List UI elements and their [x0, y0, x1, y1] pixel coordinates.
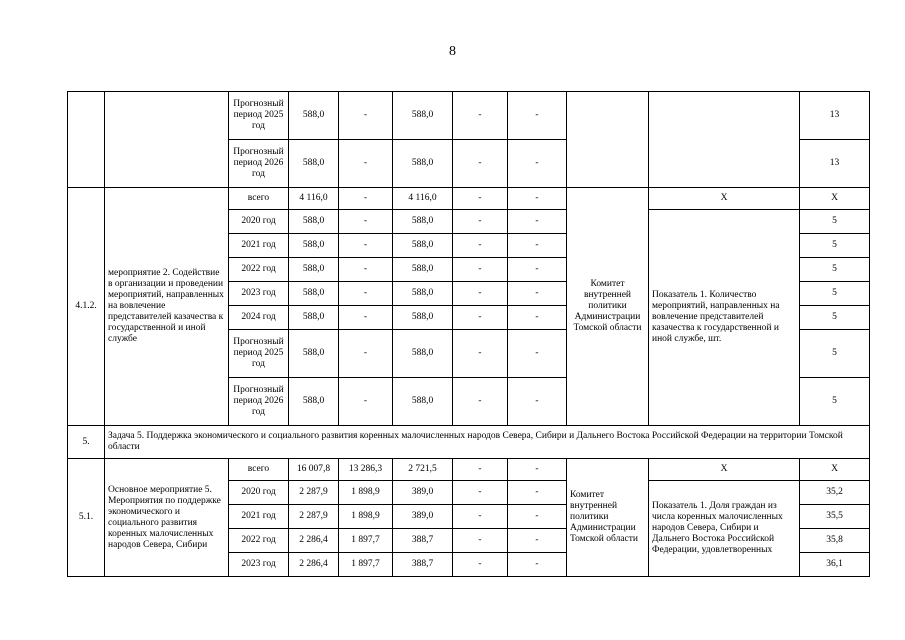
period-cell: 2024 год — [229, 306, 289, 330]
federal-cell: - — [339, 378, 393, 426]
extrabudget-cell: - — [508, 529, 567, 553]
extrabudget-cell: - — [508, 210, 567, 234]
indicator-value-cell: 5 — [800, 282, 870, 306]
total-cell: 588,0 — [289, 330, 339, 378]
period-cell: 2022 год — [229, 529, 289, 553]
total-cell: 588,0 — [289, 234, 339, 258]
local-cell: - — [453, 505, 508, 529]
period-cell: Прогнозный период 2026 год — [229, 378, 289, 426]
federal-cell: - — [339, 210, 393, 234]
extrabudget-cell: - — [508, 553, 567, 577]
total-cell: 588,0 — [289, 258, 339, 282]
federal-cell: 13 286,3 — [339, 459, 393, 481]
local-cell: - — [453, 529, 508, 553]
page-number: 8 — [449, 44, 456, 59]
indicator-value-cell: 5 — [800, 258, 870, 282]
indicator-value-cell: Х — [800, 188, 870, 210]
total-cell: 588,0 — [289, 210, 339, 234]
indicator-value-cell: Х — [800, 459, 870, 481]
extrabudget-cell: - — [508, 234, 567, 258]
total-cell: 588,0 — [289, 306, 339, 330]
executor-cell: Комитет внутренней политики Администрации Томской области — [567, 459, 649, 577]
period-cell: Прогнозный период 2025 год — [229, 92, 289, 140]
activity-name-cell: мероприятие 2. Содействие в организации и проведении мероприятий, направленных на вовлечение представителей казачества к государственной и иной службе — [105, 188, 229, 426]
period-cell: всего — [229, 459, 289, 481]
table-row — [68, 188, 870, 210]
indicator-value-cell: 35,8 — [800, 529, 870, 553]
local-cell: - — [453, 258, 508, 282]
program-table — [67, 91, 870, 577]
regional-cell: 2 721,5 — [393, 459, 453, 481]
row-number-cell: 4.1.2. — [68, 188, 105, 426]
federal-cell: 1 898,9 — [339, 481, 393, 505]
regional-cell: 588,0 — [393, 282, 453, 306]
indicator-value-cell: 13 — [800, 92, 870, 140]
total-cell: 2 286,4 — [289, 553, 339, 577]
regional-cell: 4 116,0 — [393, 188, 453, 210]
regional-cell: 388,7 — [393, 529, 453, 553]
indicator-value-cell: 35,2 — [800, 481, 870, 505]
indicator-cell: Х — [649, 459, 800, 481]
extrabudget-cell: - — [508, 306, 567, 330]
indicator-value-cell: 5 — [800, 330, 870, 378]
period-cell: 2021 год — [229, 505, 289, 529]
regional-cell: 389,0 — [393, 505, 453, 529]
federal-cell: 1 898,9 — [339, 505, 393, 529]
table-row — [68, 92, 870, 140]
local-cell: - — [453, 234, 508, 258]
federal-cell: - — [339, 306, 393, 330]
local-cell: - — [453, 210, 508, 234]
indicator-cell — [649, 92, 800, 188]
activity-name-cell: Основное мероприятие 5. Мероприятия по поддержке экономического и социального развития коренных малочисленных народов Севера, Сибири — [105, 459, 229, 577]
local-cell: - — [453, 459, 508, 481]
total-cell: 588,0 — [289, 282, 339, 306]
federal-cell: 1 897,7 — [339, 553, 393, 577]
total-cell: 16 007,8 — [289, 459, 339, 481]
extrabudget-cell: - — [508, 188, 567, 210]
extrabudget-cell: - — [508, 140, 567, 188]
period-cell: 2021 год — [229, 234, 289, 258]
local-cell: - — [453, 553, 508, 577]
total-cell: 588,0 — [289, 92, 339, 140]
regional-cell: 588,0 — [393, 210, 453, 234]
local-cell: - — [453, 481, 508, 505]
indicator-value-cell: 5 — [800, 378, 870, 426]
federal-cell: - — [339, 140, 393, 188]
regional-cell: 588,0 — [393, 258, 453, 282]
local-cell: - — [453, 306, 508, 330]
regional-cell: 588,0 — [393, 330, 453, 378]
period-cell: 2020 год — [229, 481, 289, 505]
row-number-cell — [68, 92, 105, 188]
local-cell: - — [453, 140, 508, 188]
regional-cell: 588,0 — [393, 140, 453, 188]
indicator-value-cell: 35,5 — [800, 505, 870, 529]
total-cell: 4 116,0 — [289, 188, 339, 210]
indicator-value-cell: 5 — [800, 306, 870, 330]
federal-cell: - — [339, 258, 393, 282]
federal-cell: 1 897,7 — [339, 529, 393, 553]
indicator-value-cell: 5 — [800, 234, 870, 258]
indicator-cell: Показатель 1. Количество мероприятий, направленных на вовлечение представителей казачества к государственной и иной службе, шт. — [649, 210, 800, 426]
total-cell: 2 287,9 — [289, 481, 339, 505]
regional-cell: 388,7 — [393, 553, 453, 577]
federal-cell: - — [339, 234, 393, 258]
local-cell: - — [453, 92, 508, 140]
regional-cell: 588,0 — [393, 378, 453, 426]
indicator-value-cell: 5 — [800, 210, 870, 234]
period-cell: Прогнозный период 2025 год — [229, 330, 289, 378]
extrabudget-cell: - — [508, 258, 567, 282]
indicator-value-cell: 13 — [800, 140, 870, 188]
row-number-cell: 5. — [68, 426, 105, 459]
total-cell: 2 287,9 — [289, 505, 339, 529]
row-number-cell: 5.1. — [68, 459, 105, 577]
total-cell: 588,0 — [289, 140, 339, 188]
federal-cell: - — [339, 282, 393, 306]
extrabudget-cell: - — [508, 481, 567, 505]
indicator-value-cell: 36,1 — [800, 553, 870, 577]
indicator-cell: Показатель 1. Доля граждан из числа коренных малочисленных народов Севера, Сибири и Дальнего Востока Российской Федерации, удовлетворенных — [649, 481, 800, 577]
period-cell: всего — [229, 188, 289, 210]
federal-cell: - — [339, 188, 393, 210]
local-cell: - — [453, 330, 508, 378]
period-cell: 2023 год — [229, 553, 289, 577]
period-cell: 2022 год — [229, 258, 289, 282]
local-cell: - — [453, 188, 508, 210]
federal-cell: - — [339, 330, 393, 378]
local-cell: - — [453, 378, 508, 426]
executor-cell — [567, 92, 649, 188]
extrabudget-cell: - — [508, 282, 567, 306]
total-cell: 2 286,4 — [289, 529, 339, 553]
table-row — [68, 426, 870, 459]
extrabudget-cell: - — [508, 505, 567, 529]
extrabudget-cell: - — [508, 330, 567, 378]
period-cell: 2023 год — [229, 282, 289, 306]
regional-cell: 389,0 — [393, 481, 453, 505]
task-title-cell: Задача 5. Поддержка экономического и социального развития коренных малочисленных народов Севера, Сибири и Дальнего Востока Российской Федерации на территории Томской области — [105, 426, 870, 459]
period-cell: Прогнозный период 2026 год — [229, 140, 289, 188]
federal-cell: - — [339, 92, 393, 140]
activity-name-cell — [105, 92, 229, 188]
table-row — [68, 459, 870, 481]
local-cell: - — [453, 282, 508, 306]
extrabudget-cell: - — [508, 92, 567, 140]
executor-cell: Комитет внутренней политики Администрации Томской области — [567, 188, 649, 426]
period-cell: 2020 год — [229, 210, 289, 234]
regional-cell: 588,0 — [393, 92, 453, 140]
total-cell: 588,0 — [289, 378, 339, 426]
regional-cell: 588,0 — [393, 234, 453, 258]
regional-cell: 588,0 — [393, 306, 453, 330]
indicator-cell: Х — [649, 188, 800, 210]
extrabudget-cell: - — [508, 459, 567, 481]
extrabudget-cell: - — [508, 378, 567, 426]
